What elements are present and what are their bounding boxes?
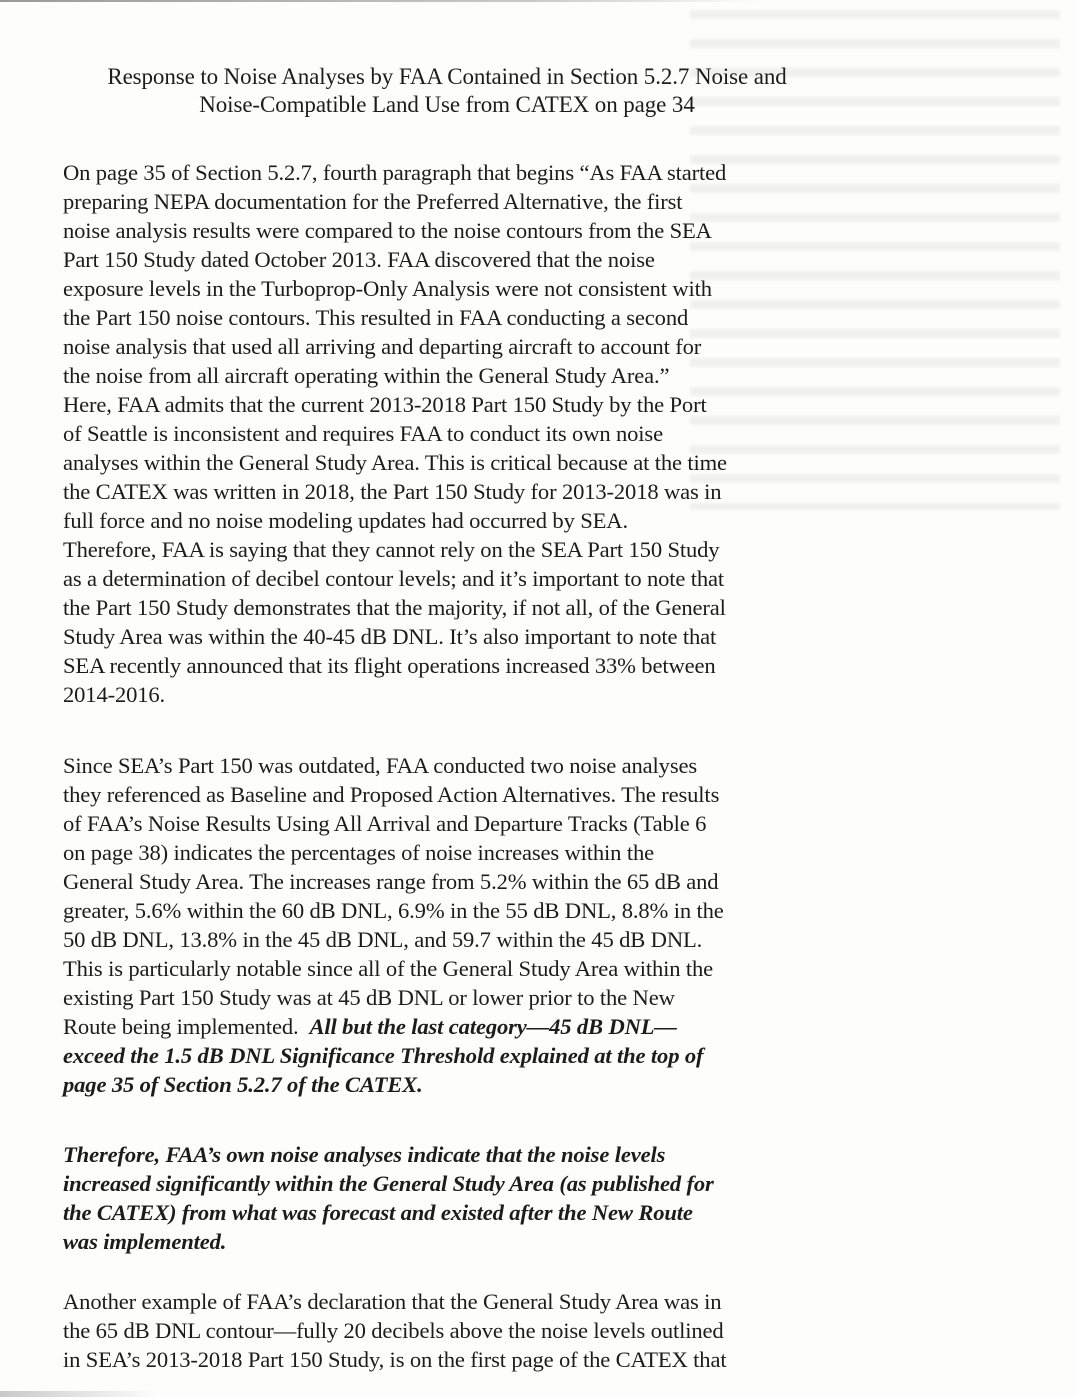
- text-line: the Part 150 noise contours. This resulted in FAA conducting a second: [63, 305, 689, 330]
- text-line: existing Part 150 Study was at 45 dB DNL or lower prior to the New: [63, 985, 675, 1010]
- title-line: Response to Noise Analyses by FAA Contained in Section 5.2.7 Noise and: [107, 64, 787, 89]
- text-line: Part 150 Study dated October 2013. FAA discovered that the noise: [63, 247, 655, 272]
- text-line: they referenced as Baseline and Proposed Action Alternatives. The results: [63, 782, 720, 807]
- text-line-mixed: [63, 1012, 853, 1041]
- text-line: preparing NEPA documentation for the Preferred Alternative, the first: [63, 189, 683, 214]
- text-line: as a determination of decibel contour levels; and it’s important to note that: [63, 566, 725, 591]
- text-line: of Seattle is inconsistent and requires FAA to conduct its own noise: [63, 421, 663, 446]
- text-line-emphasis: exceed the 1.5 dB DNL Significance Threshold explained at the top of: [63, 1043, 704, 1068]
- paragraph-page35-analysis: [63, 158, 853, 709]
- scan-edge-bottom: [0, 1391, 160, 1397]
- text-line: 2014-2016.: [63, 682, 166, 707]
- text-line-emphasis: was implemented.: [63, 1229, 227, 1254]
- text-line: the Part 150 Study demonstrates that the majority, if not all, of the General: [63, 595, 726, 620]
- text-line: noise analysis results were compared to the noise contours from the SEA: [63, 218, 712, 243]
- text-regular: Route being implemented.: [63, 1014, 310, 1039]
- text-line: Here, FAA admits that the current 2013-2018 Part 150 Study by the Port: [63, 392, 707, 417]
- text-line: SEA recently announced that its flight operations increased 33% between: [63, 653, 716, 678]
- text-line: the noise from all aircraft operating within the General Study Area.”: [63, 363, 670, 388]
- text-line: full force and no noise modeling updates had occurred by SEA.: [63, 508, 628, 533]
- text-emphasis: All but the last category—45 dB DNL—: [309, 1014, 677, 1039]
- paragraph-conclusion-emphasis: [63, 1140, 853, 1256]
- text-line: noise analysis that used all arriving and departing aircraft to account for: [63, 334, 702, 359]
- text-line: This is particularly notable since all of the General Study Area within the: [63, 956, 714, 981]
- text-line: Since SEA’s Part 150 was outdated, FAA conducted two noise analyses: [63, 753, 697, 778]
- text-line: exposure levels in the Turboprop-Only Analysis were not consistent with: [63, 276, 712, 301]
- text-line: analyses within the General Study Area. This is critical because at the time: [63, 450, 727, 475]
- text-line: greater, 5.6% within the 60 dB DNL, 6.9% in the 55 dB DNL, 8.8% in the: [63, 898, 724, 923]
- paragraph-noise-results: [63, 751, 853, 1099]
- text-line: Therefore, FAA is saying that they cannot rely on the SEA Part 150 Study: [63, 537, 720, 562]
- paragraph-another-example: [63, 1287, 853, 1374]
- text-line: the 65 dB DNL contour—fully 20 decibels above the noise levels outlined: [63, 1318, 724, 1343]
- text-line-emphasis: Therefore, FAA’s own noise analyses indicate that the noise levels: [63, 1142, 666, 1167]
- text-line: Another example of FAA’s declaration that the General Study Area was in: [63, 1289, 722, 1314]
- title-line: Noise-Compatible Land Use from CATEX on page 34: [199, 92, 695, 117]
- text-line-emphasis: the CATEX) from what was forecast and existed after the New Route: [63, 1200, 693, 1225]
- scan-edge-top: [0, 0, 760, 2]
- text-line: On page 35 of Section 5.2.7, fourth paragraph that begins “As FAA started: [63, 160, 727, 185]
- text-line: of FAA’s Noise Results Using All Arrival and Departure Tracks (Table 6: [63, 811, 707, 836]
- text-line: 50 dB DNL, 13.8% in the 45 dB DNL, and 59.7 within the 45 dB DNL.: [63, 927, 703, 952]
- text-line-emphasis: page 35 of Section 5.2.7 of the CATEX.: [63, 1072, 423, 1097]
- text-line: in SEA’s 2013-2018 Part 150 Study, is on the first page of the CATEX that: [63, 1347, 727, 1372]
- text-line: on page 38) indicates the percentages of noise increases within the: [63, 840, 654, 865]
- text-line: Study Area was within the 40-45 dB DNL. It’s also important to note that: [63, 624, 717, 649]
- document-title: [62, 63, 832, 119]
- text-line-emphasis: increased significantly within the General Study Area (as published for: [63, 1171, 714, 1196]
- text-line: General Study Area. The increases range from 5.2% within the 65 dB and: [63, 869, 719, 894]
- text-line: the CATEX was written in 2018, the Part 150 Study for 2013-2018 was in: [63, 479, 722, 504]
